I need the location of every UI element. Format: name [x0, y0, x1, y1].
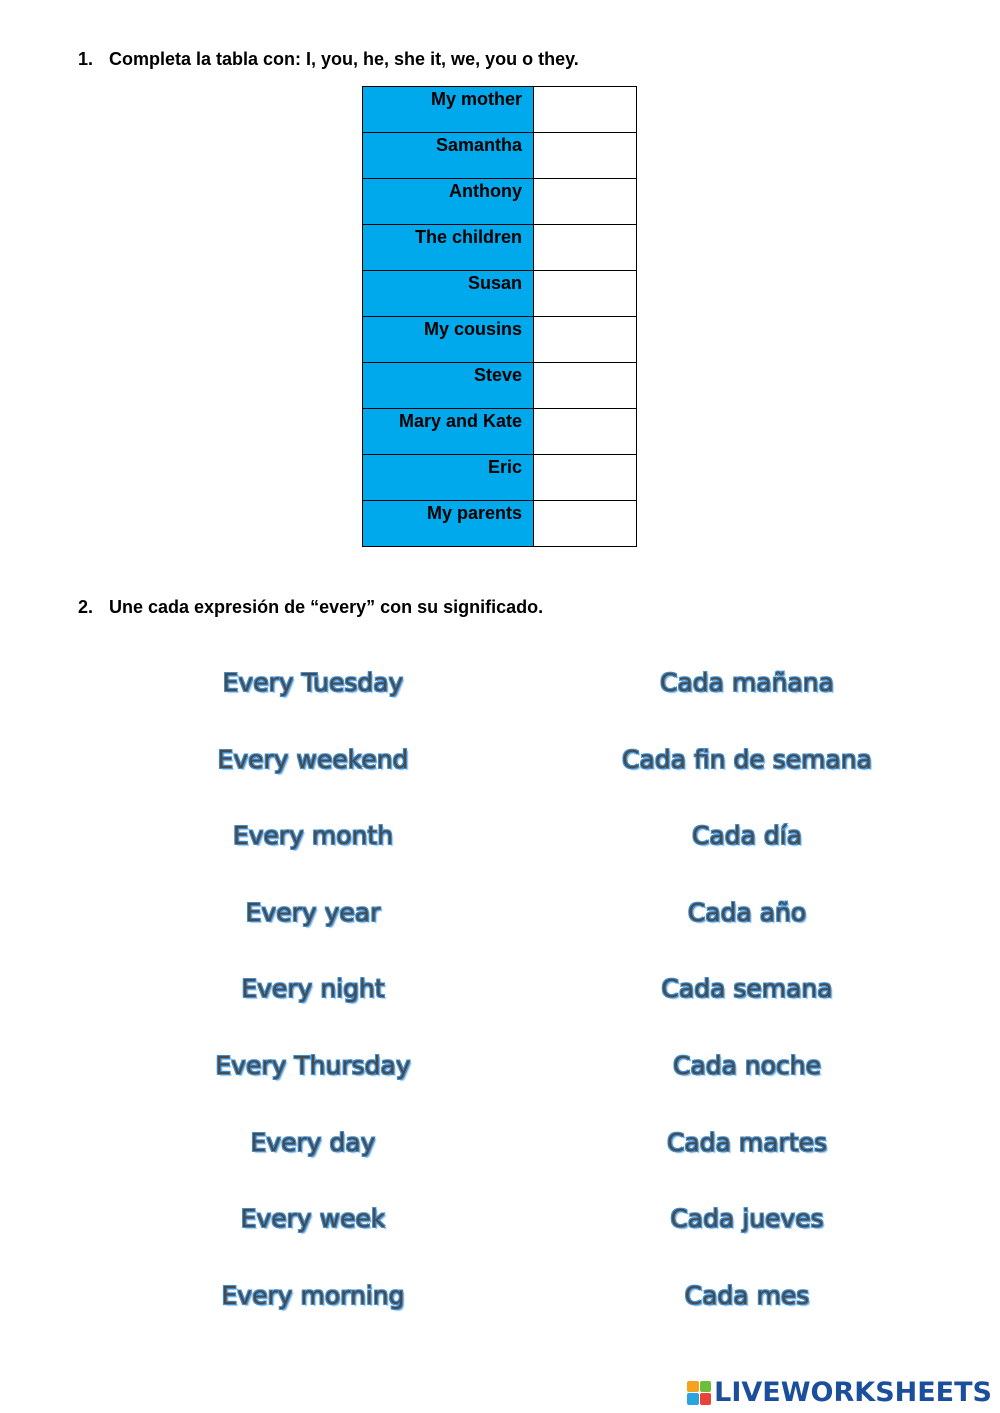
subject-cell: Steve	[363, 363, 534, 409]
instruction-2-number: 2.	[78, 597, 94, 617]
table-row	[363, 317, 637, 363]
meaning-item[interactable]: Cada semana	[661, 974, 833, 1004]
every-expressions-column	[113, 668, 513, 1357]
meanings-column	[547, 668, 947, 1357]
table-row	[363, 501, 637, 547]
table-row	[363, 363, 637, 409]
instruction-1	[78, 49, 579, 70]
pronoun-answer-cell[interactable]	[534, 455, 637, 501]
meaning-item[interactable]: Cada noche	[672, 1050, 822, 1080]
pronoun-answer-cell[interactable]	[534, 179, 637, 225]
instruction-2-text: Une cada expresión de “every” con su significado.	[109, 597, 544, 617]
logo-square-e	[700, 1393, 712, 1405]
table-row	[363, 409, 637, 455]
every-expression-item[interactable]: Every month	[232, 821, 394, 851]
logo-square-i	[700, 1381, 712, 1393]
pronoun-answer-cell[interactable]	[534, 87, 637, 133]
meaning-item[interactable]: Cada fin de semana	[622, 744, 872, 774]
every-expression-item[interactable]: Every weekend	[217, 744, 409, 774]
subject-cell: My mother	[363, 87, 534, 133]
logo-square-v	[687, 1393, 699, 1405]
instruction-1-text: Completa la tabla con: I, you, he, she it, we, you o they.	[109, 49, 579, 69]
meaning-item[interactable]: Cada mes	[684, 1280, 810, 1310]
meaning-item[interactable]: Cada año	[687, 897, 807, 927]
table-row	[363, 133, 637, 179]
meaning-item[interactable]: Cada mañana	[660, 668, 834, 697]
logo-square-l	[687, 1381, 699, 1393]
logo-text: LIVEWORKSHEETS	[714, 1377, 992, 1408]
table-row	[363, 179, 637, 225]
every-expression-item[interactable]: Every Thursday	[215, 1050, 411, 1080]
liveworksheets-logo	[687, 1377, 992, 1408]
pronoun-answer-cell[interactable]	[534, 363, 637, 409]
subject-cell: Mary and Kate	[363, 409, 534, 455]
pronoun-answer-cell[interactable]	[534, 133, 637, 179]
pronoun-answer-cell[interactable]	[534, 225, 637, 271]
subject-cell: Anthony	[363, 179, 534, 225]
meaning-item[interactable]: Cada día	[691, 821, 803, 851]
subject-cell: The children	[363, 225, 534, 271]
subject-cell: My cousins	[363, 317, 534, 363]
table-row	[363, 225, 637, 271]
pronoun-answer-cell[interactable]	[534, 271, 637, 317]
meaning-item[interactable]: Cada martes	[666, 1127, 828, 1157]
table-row	[363, 271, 637, 317]
every-expression-item[interactable]: Every morning	[221, 1280, 405, 1310]
pronoun-answer-cell[interactable]	[534, 409, 637, 455]
liveworksheets-logo-icon	[687, 1381, 711, 1405]
every-expression-item[interactable]: Every day	[250, 1127, 376, 1157]
subject-cell: Eric	[363, 455, 534, 501]
meaning-item[interactable]: Cada jueves	[670, 1204, 824, 1234]
every-expression-item[interactable]: Every week	[240, 1204, 386, 1234]
every-expression-item[interactable]: Every Tuesday	[222, 668, 404, 697]
instruction-1-number: 1.	[78, 49, 94, 69]
every-expression-item[interactable]: Every night	[241, 974, 385, 1004]
instruction-2	[78, 597, 543, 618]
pronoun-answer-cell[interactable]	[534, 317, 637, 363]
subject-cell: My parents	[363, 501, 534, 547]
subject-cell: Susan	[363, 271, 534, 317]
table-row	[363, 455, 637, 501]
every-expression-item[interactable]: Every year	[245, 897, 381, 927]
pronoun-table	[362, 86, 637, 547]
table-row	[363, 87, 637, 133]
subject-cell: Samantha	[363, 133, 534, 179]
pronoun-answer-cell[interactable]	[534, 501, 637, 547]
